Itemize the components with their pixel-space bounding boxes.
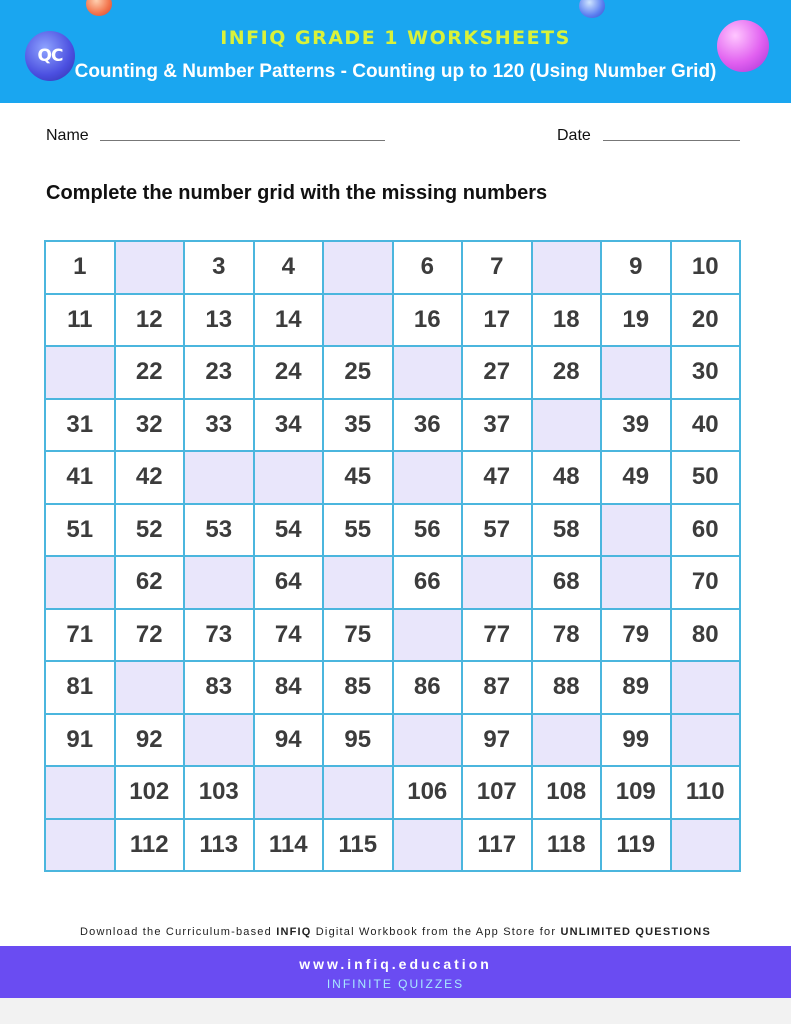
number-cell: 37	[462, 399, 532, 452]
number-cell: 103	[184, 766, 254, 819]
blank-cell[interactable]	[115, 661, 185, 714]
number-cell: 16	[393, 294, 463, 347]
number-cell: 32	[115, 399, 185, 452]
blank-cell[interactable]	[393, 714, 463, 767]
blank-cell[interactable]	[45, 556, 115, 609]
number-cell: 36	[393, 399, 463, 452]
number-cell: 4	[254, 241, 324, 294]
number-cell: 52	[115, 504, 185, 557]
blank-cell[interactable]	[323, 241, 393, 294]
blank-cell[interactable]	[671, 714, 741, 767]
blank-cell[interactable]	[184, 556, 254, 609]
number-cell: 23	[184, 346, 254, 399]
date-field-line[interactable]	[603, 140, 740, 141]
number-cell: 11	[45, 294, 115, 347]
blank-cell[interactable]	[393, 609, 463, 662]
blank-cell[interactable]	[601, 556, 671, 609]
number-cell: 19	[601, 294, 671, 347]
name-label: Name	[46, 127, 89, 144]
number-cell: 79	[601, 609, 671, 662]
number-cell: 24	[254, 346, 324, 399]
footer-note-middle: Digital Workbook from the App Store for	[311, 926, 561, 938]
number-cell: 18	[532, 294, 602, 347]
number-cell: 78	[532, 609, 602, 662]
number-cell: 55	[323, 504, 393, 557]
blank-cell[interactable]	[462, 556, 532, 609]
number-cell: 60	[671, 504, 741, 557]
number-cell: 75	[323, 609, 393, 662]
blank-cell[interactable]	[184, 714, 254, 767]
number-cell: 40	[671, 399, 741, 452]
orange-bubble-decoration	[86, 0, 112, 16]
number-cell: 20	[671, 294, 741, 347]
number-cell: 53	[184, 504, 254, 557]
number-cell: 109	[601, 766, 671, 819]
blank-cell[interactable]	[532, 714, 602, 767]
number-cell: 117	[462, 819, 532, 872]
number-cell: 113	[184, 819, 254, 872]
number-cell: 70	[671, 556, 741, 609]
blank-cell[interactable]	[254, 451, 324, 504]
number-cell: 112	[115, 819, 185, 872]
blank-cell[interactable]	[184, 451, 254, 504]
sheet-title: Counting & Number Patterns - Counting up to 120 (Using Number Grid)	[74, 61, 717, 82]
blank-cell[interactable]	[601, 504, 671, 557]
blank-cell[interactable]	[45, 819, 115, 872]
number-cell: 77	[462, 609, 532, 662]
number-grid	[44, 240, 741, 872]
number-cell: 3	[184, 241, 254, 294]
number-cell: 73	[184, 609, 254, 662]
number-cell: 64	[254, 556, 324, 609]
blank-cell[interactable]	[115, 241, 185, 294]
number-cell: 13	[184, 294, 254, 347]
blank-cell[interactable]	[671, 661, 741, 714]
number-cell: 30	[671, 346, 741, 399]
number-cell: 91	[45, 714, 115, 767]
number-cell: 94	[254, 714, 324, 767]
number-cell: 68	[532, 556, 602, 609]
number-cell: 28	[532, 346, 602, 399]
number-cell: 35	[323, 399, 393, 452]
number-cell: 62	[115, 556, 185, 609]
number-cell: 92	[115, 714, 185, 767]
number-cell: 51	[45, 504, 115, 557]
blank-cell[interactable]	[671, 819, 741, 872]
number-cell: 39	[601, 399, 671, 452]
number-cell: 80	[671, 609, 741, 662]
number-cell: 14	[254, 294, 324, 347]
blank-cell[interactable]	[45, 766, 115, 819]
number-cell: 41	[45, 451, 115, 504]
number-cell: 86	[393, 661, 463, 714]
number-cell: 12	[115, 294, 185, 347]
worksheet-header	[0, 0, 791, 103]
number-cell: 10	[671, 241, 741, 294]
number-cell: 89	[601, 661, 671, 714]
number-cell: 54	[254, 504, 324, 557]
number-cell: 6	[393, 241, 463, 294]
number-cell: 72	[115, 609, 185, 662]
number-cell: 118	[532, 819, 602, 872]
number-cell: 31	[45, 399, 115, 452]
number-cell: 119	[601, 819, 671, 872]
blank-cell[interactable]	[254, 766, 324, 819]
number-cell: 50	[671, 451, 741, 504]
number-cell: 34	[254, 399, 324, 452]
bottom-band	[0, 998, 791, 1024]
number-cell: 25	[323, 346, 393, 399]
series-title: INFIQ GRADE 1 WORKSHEETS	[220, 27, 571, 49]
number-cell: 49	[601, 451, 671, 504]
blank-cell[interactable]	[393, 819, 463, 872]
number-cell: 97	[462, 714, 532, 767]
number-cell: 48	[532, 451, 602, 504]
blank-cell[interactable]	[393, 346, 463, 399]
footer-note	[0, 926, 791, 938]
number-cell: 84	[254, 661, 324, 714]
number-cell: 17	[462, 294, 532, 347]
number-cell: 56	[393, 504, 463, 557]
number-cell: 81	[45, 661, 115, 714]
number-cell: 102	[115, 766, 185, 819]
date-label: Date	[557, 127, 591, 144]
number-cell: 58	[532, 504, 602, 557]
footer-tagline: INFINITE QUIZZES	[326, 977, 465, 991]
footer-note-brand: INFIQ	[276, 926, 312, 938]
number-cell: 85	[323, 661, 393, 714]
number-cell: 47	[462, 451, 532, 504]
number-cell: 57	[462, 504, 532, 557]
number-cell: 66	[393, 556, 463, 609]
number-cell: 95	[323, 714, 393, 767]
number-cell: 45	[323, 451, 393, 504]
blank-cell[interactable]	[601, 346, 671, 399]
number-cell: 33	[184, 399, 254, 452]
blank-cell[interactable]	[532, 399, 602, 452]
footer-note-prefix: Download the Curriculum-based	[80, 926, 277, 938]
number-cell: 87	[462, 661, 532, 714]
number-cell: 99	[601, 714, 671, 767]
number-cell: 88	[532, 661, 602, 714]
name-field-line[interactable]	[100, 140, 385, 141]
footer-url: www.infiq.education	[299, 956, 492, 972]
number-cell: 1	[45, 241, 115, 294]
instruction-text: Complete the number grid with the missing numbers	[46, 182, 548, 204]
footer-band	[0, 946, 791, 998]
number-cell: 71	[45, 609, 115, 662]
logo-text: QC	[37, 46, 63, 66]
number-cell: 22	[115, 346, 185, 399]
blank-cell[interactable]	[45, 346, 115, 399]
number-cell: 9	[601, 241, 671, 294]
blank-cell[interactable]	[323, 556, 393, 609]
number-cell: 114	[254, 819, 324, 872]
number-cell: 27	[462, 346, 532, 399]
blank-cell[interactable]	[393, 451, 463, 504]
number-cell: 7	[462, 241, 532, 294]
blank-cell[interactable]	[323, 294, 393, 347]
number-cell: 108	[532, 766, 602, 819]
number-cell: 110	[671, 766, 741, 819]
blue-bubble-decoration	[579, 0, 605, 18]
number-cell: 115	[323, 819, 393, 872]
blank-cell[interactable]	[532, 241, 602, 294]
number-cell: 42	[115, 451, 185, 504]
blank-cell[interactable]	[323, 766, 393, 819]
number-cell: 106	[393, 766, 463, 819]
number-cell: 83	[184, 661, 254, 714]
number-cell: 74	[254, 609, 324, 662]
footer-note-emphasis: UNLIMITED QUESTIONS	[560, 926, 711, 938]
number-cell: 107	[462, 766, 532, 819]
